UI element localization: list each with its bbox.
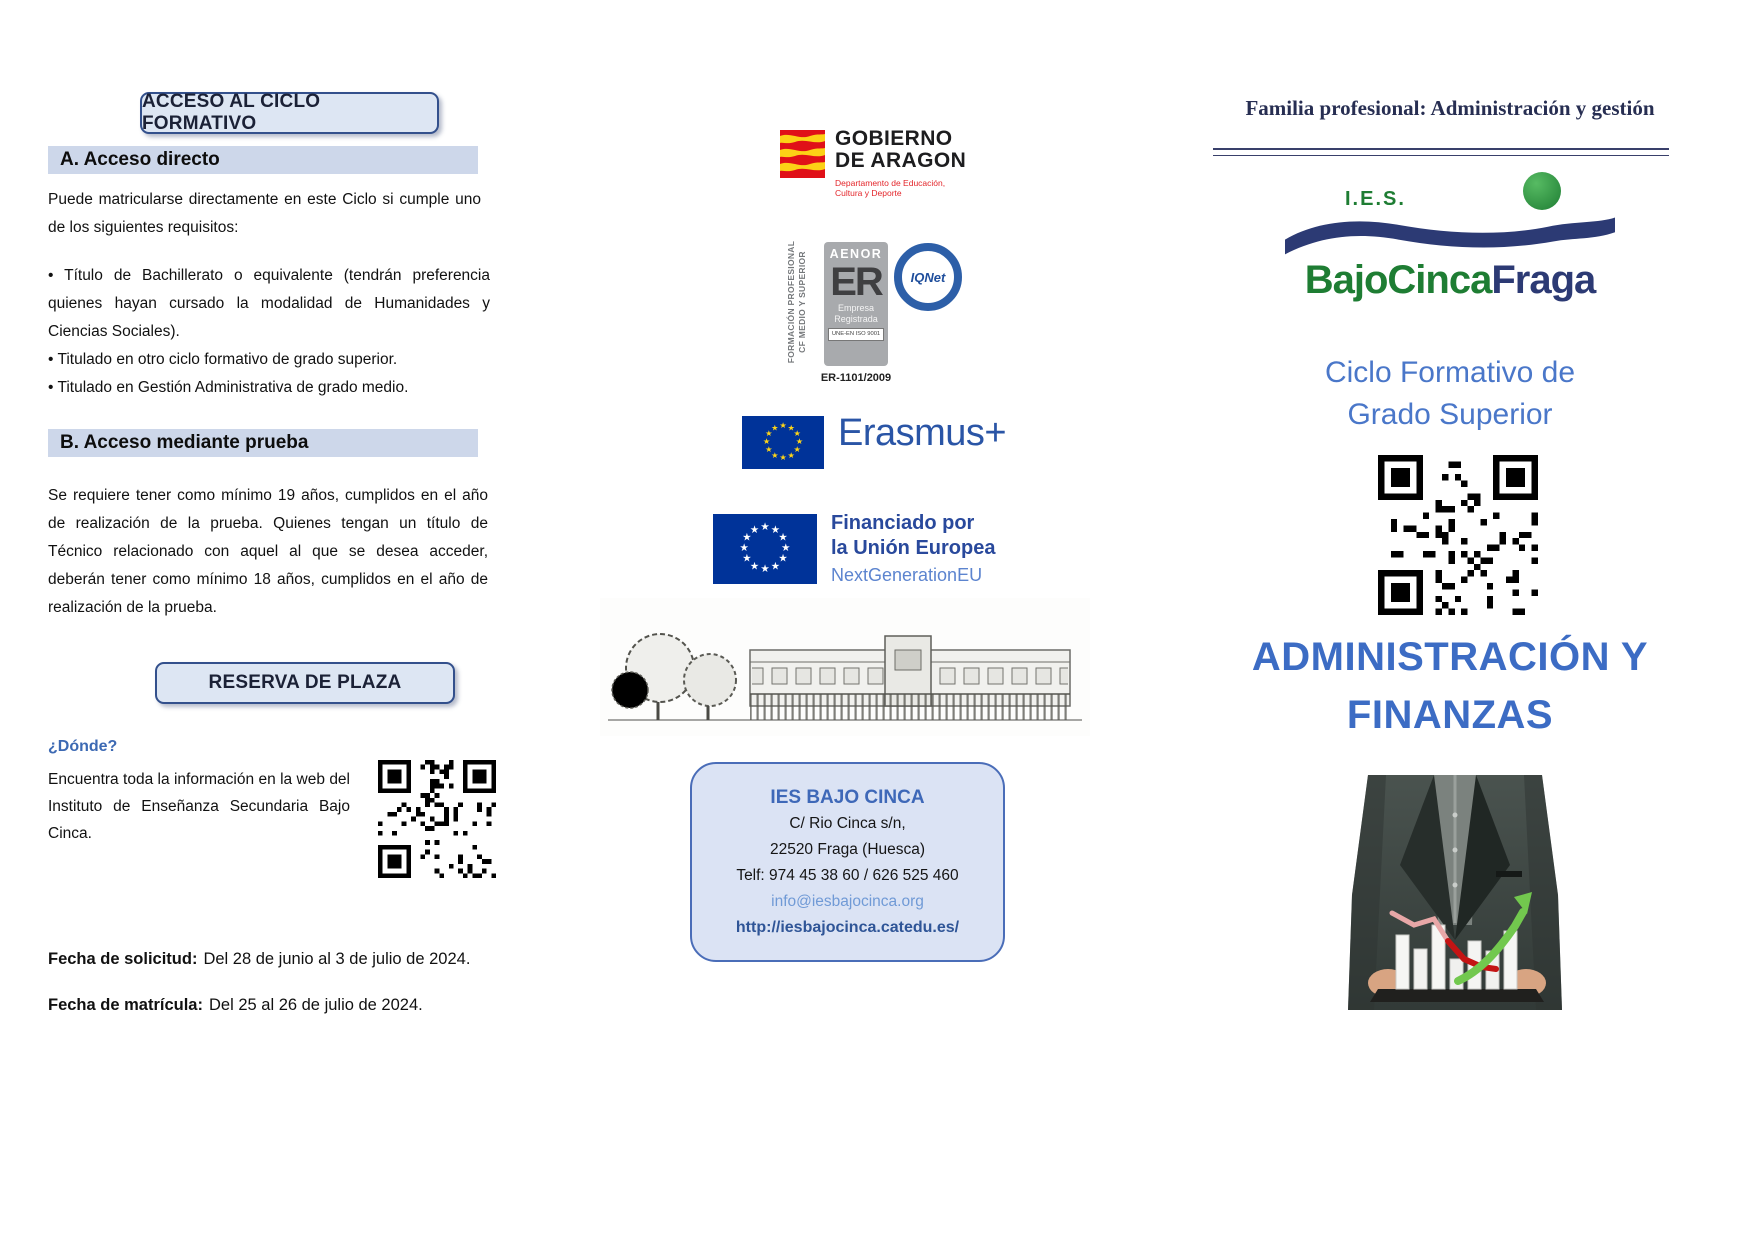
svg-text:★: ★: [760, 522, 770, 534]
qr-code-programa: [1378, 455, 1538, 615]
donde-body: Encuentra toda la información en la web del Instituto de Enseñanza Secundaria Bajo Cinca.: [48, 771, 350, 842]
gobierno-name-line1: GOBIERNO: [835, 127, 953, 150]
eu-funding-logo: [831, 511, 995, 587]
svg-text:★: ★: [787, 423, 795, 433]
qr-code-info-web: [378, 760, 496, 878]
fecha-solicitud: [48, 950, 470, 969]
acceso-ciclo-box: [140, 92, 439, 134]
contact-name: IES BAJO CINCA: [770, 787, 925, 808]
ies-logo-bajocinca: BajoCinca: [1304, 258, 1492, 302]
aenor-vertical-line1: FORMACIÓN PROFESIONAL: [786, 240, 796, 364]
svg-text:★: ★: [787, 450, 795, 460]
svg-text:★: ★: [795, 437, 804, 447]
svg-text:★: ★: [742, 553, 752, 565]
eu-flag-icon: [742, 416, 824, 469]
school-building-sketch: [600, 598, 1090, 736]
contact-email-link[interactable]: info@iesbajocinca.org: [771, 893, 924, 910]
svg-text:★: ★: [739, 543, 749, 555]
bullet-gestion-administrativa: • Titulado en Gestión Administrativa de grado medio.: [48, 374, 490, 402]
svg-text:★: ★: [770, 524, 781, 536]
bullet-ciclo-superior: • Titulado en otro ciclo formativo de grado superior.: [48, 346, 490, 374]
svg-text:★: ★: [742, 532, 752, 544]
svg-text:★: ★: [771, 450, 779, 460]
contact-address-line1: C/ Rio Cinca s/n,: [789, 815, 906, 832]
ciclo-line2: Grado Superior: [1347, 398, 1553, 431]
bullet-bachillerato: • Título de Bachillerato o equivalente (tendrán preferencia quienes hayan cursado la modalidad de Humanidades y Ciencias Sociales).: [48, 262, 490, 346]
aenor-vertical-text: [786, 240, 808, 364]
ies-logo-green-ball-icon: [1523, 172, 1561, 210]
svg-text:★: ★: [765, 445, 773, 455]
ciclo-line1: Ciclo Formativo de: [1324, 356, 1576, 389]
aenor-registered-label: Empresa Registrada: [834, 303, 878, 324]
iqnet-logo: [894, 243, 962, 311]
program-title: [1200, 628, 1700, 744]
eu-funding-flag-icon: [713, 514, 817, 584]
ies-logo-fraga: Fraga: [1491, 258, 1596, 302]
svg-text:★: ★: [778, 532, 788, 544]
program-title-line2: FINANZAS: [1346, 693, 1554, 737]
aenor-badge: [824, 242, 888, 366]
fecha-solicitud-value: Del 28 de junio al 3 de julio de 2024.: [203, 950, 471, 968]
reserva-plaza-label: RESERVA DE PLAZA: [208, 672, 402, 693]
svg-text:★: ★: [762, 437, 771, 447]
program-title-line1: ADMINISTRACIÓN Y: [1251, 635, 1649, 679]
gobierno-dept-line2: Cultura y Deporte: [835, 188, 902, 198]
iqnet-label: IQNet: [910, 269, 946, 285]
contact-box: [690, 762, 1005, 962]
svg-text:★: ★: [749, 561, 760, 573]
reserva-plaza-box: [155, 662, 455, 704]
svg-text:★: ★: [765, 429, 773, 439]
contact-phone: Telf: 974 45 38 60 / 626 525 460: [736, 867, 959, 884]
contact-website-link[interactable]: http://iesbajocinca.catedu.es/: [735, 919, 960, 936]
svg-text:★: ★: [781, 543, 791, 555]
eu-funding-line1: Financiado por: [831, 512, 975, 534]
svg-text:★: ★: [760, 564, 770, 576]
section-a-heading: A. Acceso directo: [48, 146, 478, 174]
section-b-body: Se requiere tener como mínimo 19 años, cumplidos en el año de realización de la prueba. Quienes tengan un título de Técnico relacionado con aquel al que se desea acceder, deberán tener como mínimo 18 años, cumplidos en el año de realización de la prueba.: [48, 487, 488, 616]
aenor-iso-label: UNE-EN ISO 9001: [828, 328, 884, 341]
familia-profesional-header: Familia profesional: Administración y gestión: [1245, 96, 1655, 120]
eu-funding-line3: NextGenerationEU: [831, 565, 983, 585]
aenor-brand: AENOR: [829, 247, 883, 261]
gobierno-dept-line1: Departamento de Educación,: [835, 178, 946, 188]
svg-text:★: ★: [778, 553, 788, 565]
contact-address-line2: 22520 Fraga (Huesca): [769, 841, 926, 858]
section-a-bullet-list: [48, 262, 490, 402]
svg-text:★: ★: [771, 423, 779, 433]
gobierno-aragon-logo: [835, 128, 966, 198]
svg-text:★: ★: [770, 561, 781, 573]
svg-text:★: ★: [779, 421, 787, 431]
aragon-flag-icon: [780, 130, 825, 178]
section-b-heading: B. Acceso mediante prueba: [48, 429, 478, 457]
svg-text:★: ★: [793, 429, 801, 439]
ciclo-grado-superior: [1250, 352, 1650, 436]
erasmus-logo: Erasmus+: [838, 412, 1007, 454]
aenor-vertical-line2: CF MEDIO Y SUPERIOR: [797, 251, 807, 353]
eu-funding-line2: la Unión Europea: [831, 537, 996, 559]
section-a-intro: Puede matricularse directamente en este Ciclo si cumple uno de los siguientes requisitos:: [48, 191, 481, 236]
ies-logo-wave-icon: [1285, 212, 1615, 258]
fecha-matricula-value: Del 25 al 26 de julio de 2024.: [208, 996, 423, 1014]
acceso-ciclo-label: ACCESO AL CICLO FORMATIVO: [142, 91, 321, 134]
aenor-cert-number: ER-1101/2009: [820, 372, 892, 384]
header-divider: [1213, 148, 1669, 156]
donde-title: ¿Dónde?: [48, 738, 118, 755]
fecha-matricula: [48, 996, 423, 1015]
fecha-matricula-label: Fecha de matrícula:: [48, 996, 203, 1014]
svg-text:★: ★: [793, 445, 801, 455]
ies-bajo-cinca-logo: [1285, 172, 1615, 312]
businessman-chart-photo: [1330, 775, 1580, 1010]
ies-logo-name: [1285, 258, 1615, 303]
svg-text:★: ★: [779, 453, 787, 462]
svg-text:★: ★: [749, 524, 760, 536]
fecha-solicitud-label: Fecha de solicitud:: [48, 950, 198, 968]
ies-logo-acronym: I.E.S.: [1345, 188, 1406, 210]
gobierno-name-line2: DE ARAGON: [835, 149, 967, 172]
aenor-er-mark: ER: [830, 260, 882, 304]
